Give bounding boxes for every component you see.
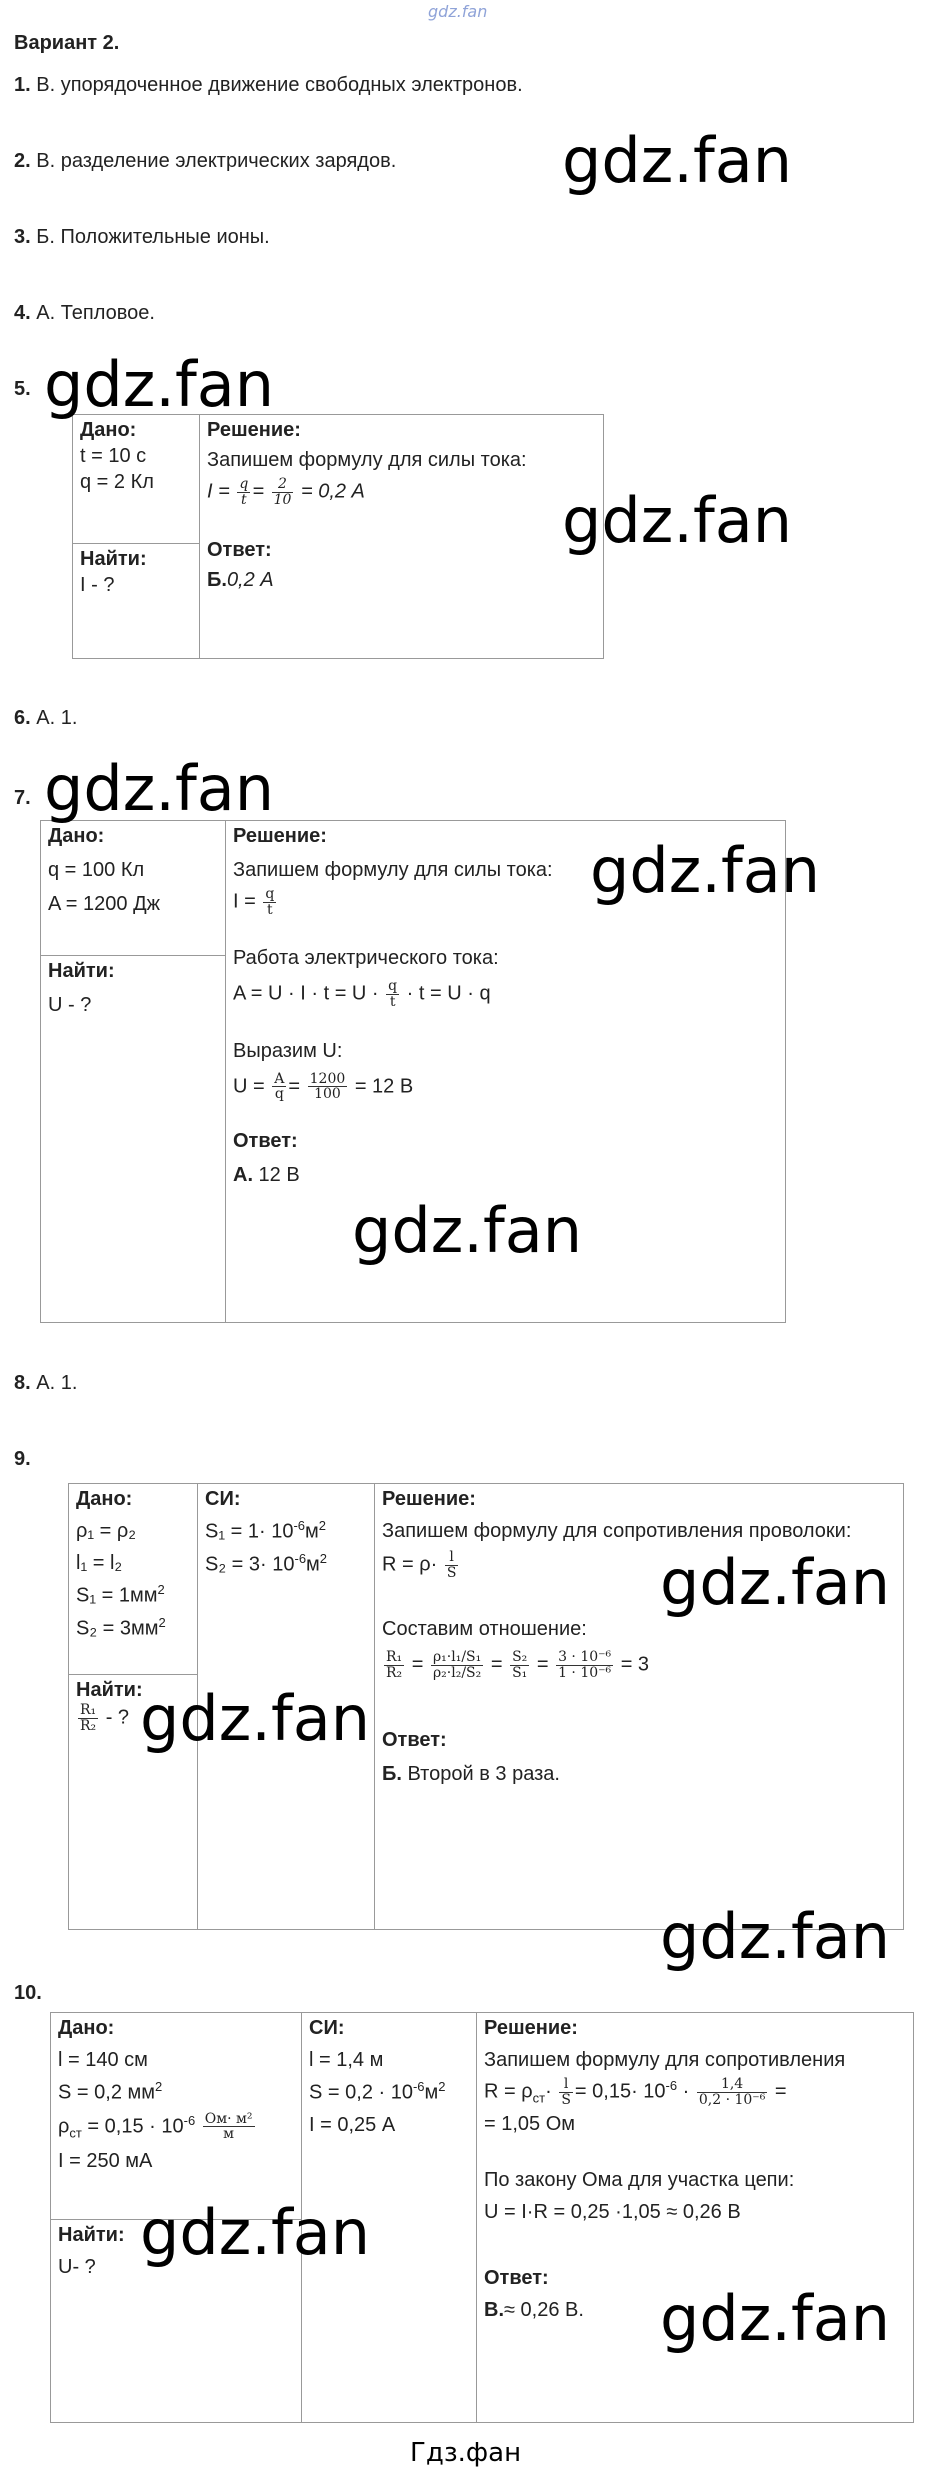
given-item: l₁ = l₂: [76, 1552, 123, 1574]
solution-label: Решение:: [484, 2017, 578, 2039]
find-cell: [73, 544, 200, 659]
given-item: A = 1200 Дж: [48, 893, 161, 915]
numerator: Ом· м²: [204, 2110, 253, 2127]
top-logo: gdz.fan: [428, 2, 488, 21]
watermark: gdz.fan: [352, 1194, 583, 1267]
denominator: 1 · 10⁻⁶: [558, 1665, 612, 1682]
fraction: [386, 979, 399, 1009]
fraction: [556, 1650, 613, 1680]
si-label: СИ:: [309, 2017, 345, 2039]
given-cell: [51, 2013, 302, 2220]
solution-step: По закону Ома для участка цепи:: [484, 2169, 795, 2192]
find-item: U - ?: [48, 994, 92, 1016]
answer-8: [14, 1370, 77, 1396]
given-item: t = 10 с: [80, 445, 147, 467]
watermark: gdz.fan: [562, 124, 793, 197]
fraction: [510, 1650, 529, 1680]
denominator: R₂: [386, 1665, 403, 1682]
numerator: R₁: [386, 1649, 403, 1666]
numerator: ρ₁·l₁/S₁: [432, 1649, 482, 1666]
given-text: S = 0,2 мм: [58, 2081, 155, 2104]
given-cell: [69, 1484, 198, 1675]
answer-text: А. 1.: [30, 707, 78, 729]
watermark: gdz.fan: [660, 1546, 891, 1619]
fraction: [559, 2077, 573, 2107]
answer-5-number: 5.: [14, 378, 31, 400]
answer-label: Ответ:: [233, 1130, 298, 1153]
given-item: l = 140 см: [58, 2049, 148, 2071]
numerator: 1200: [309, 1070, 346, 1087]
watermark: gdz.fan: [590, 834, 821, 907]
formula-part: U =: [233, 1075, 271, 1098]
answer-value: ≈ 0,26 В.: [504, 2299, 584, 2322]
formula-part: A = U · I · t = U ·: [233, 982, 385, 1005]
answer-4: [14, 300, 155, 326]
formula-part: = 0,2 А: [295, 480, 365, 503]
fraction: [263, 887, 276, 917]
fraction: [697, 2077, 767, 2107]
answer-7-number: 7.: [14, 787, 31, 809]
watermark: gdz.fan: [660, 1900, 891, 1973]
given-item: [76, 1582, 190, 1609]
answer-letter: Б.: [382, 1762, 402, 1785]
answer-text: А. Тепловое.: [30, 302, 155, 324]
denominator: S₁: [512, 1665, 528, 1682]
si-item: [205, 1551, 367, 1578]
formula: [484, 2077, 906, 2107]
answer-value: 12 В: [253, 1164, 300, 1187]
si-unit: м: [305, 1520, 319, 1543]
fraction: [203, 2112, 255, 2142]
answer-text: Б. Положительные ионы.: [30, 226, 270, 248]
formula: U = I·R = 0,25 ·1,05 ≈ 0,26 В: [484, 2201, 741, 2224]
fraction: [272, 1072, 286, 1102]
final-answer: [382, 1761, 896, 1787]
answer-1: [14, 72, 523, 98]
fraction: [445, 1550, 459, 1580]
denominator: q: [274, 1086, 284, 1103]
formula-part: ·: [545, 2080, 558, 2103]
find-label: Найти:: [48, 960, 115, 982]
superscript: -6: [294, 1550, 307, 1566]
denominator: 0,2 · 10⁻⁶: [698, 2091, 766, 2108]
denominator: 100: [314, 1086, 341, 1103]
numerator: 3 · 10⁻⁶: [558, 1649, 612, 1666]
superscript: 2: [319, 1550, 328, 1566]
solution-label: Решение:: [233, 825, 327, 847]
answer-letter: В.: [484, 2299, 504, 2322]
si-item: I = 0,25 А: [309, 2113, 396, 2136]
formula-part: = 0,15· 10: [574, 2080, 666, 2103]
si-text: S₂ = 3· 10: [205, 1553, 295, 1576]
watermark: gdz.fan: [660, 2282, 891, 2355]
find-item: U- ?: [58, 2256, 96, 2278]
final-answer: [233, 1162, 778, 1188]
given-text: = 0,15 · 10: [81, 2115, 184, 2138]
superscript: 2: [157, 1582, 165, 1597]
si-text: S = 0,2 · 10: [309, 2081, 413, 2104]
watermark: gdz.fan: [562, 484, 793, 557]
given-item: ρ₁ = ρ₂: [76, 1520, 137, 1542]
given-text: S₂ = 3мм: [76, 1617, 159, 1640]
fraction: [384, 1650, 404, 1680]
solution-label: Решение:: [207, 419, 301, 441]
solution-step: Запишем формулу для сопротивления проволоки:: [382, 1520, 852, 1542]
superscript: -6: [665, 2077, 678, 2093]
answer-text: В. разделение электрических зарядов.: [30, 150, 397, 172]
denominator: м: [223, 2126, 235, 2143]
fraction: [308, 1072, 348, 1102]
find-label: Найти:: [80, 548, 147, 570]
numerator: q: [388, 978, 398, 995]
answer-9-number: 9.: [14, 1448, 31, 1470]
solution-step: Запишем формулу для силы тока:: [233, 859, 553, 881]
superscript: 2: [318, 1518, 327, 1533]
given-text: S₁ = 1мм: [76, 1584, 158, 1607]
si-text: S₁ = 1· 10: [205, 1520, 294, 1543]
watermark: gdz.fan: [140, 1682, 371, 1755]
find-label: Найти:: [76, 1679, 143, 1701]
superscript: -6: [412, 2079, 425, 2094]
fraction: [78, 1703, 98, 1733]
superscript: -6: [183, 2112, 196, 2128]
superscript: 2: [158, 1614, 166, 1630]
given-label: Дано:: [80, 419, 137, 441]
given-cell: [41, 821, 226, 956]
solution-step: Работа электрического тока:: [233, 947, 499, 970]
given-cell: [73, 415, 200, 544]
fraction: [431, 1650, 483, 1680]
given-label: Дано:: [48, 825, 105, 847]
find-label: Найти:: [58, 2224, 125, 2246]
watermark: gdz.fan: [44, 348, 275, 421]
formula-part: R = ρ·: [382, 1553, 443, 1576]
numerator: A: [274, 1070, 285, 1087]
answer-10-number: 10.: [14, 1982, 42, 2004]
formula-part: = 12 В: [349, 1075, 414, 1098]
formula-part: = 3: [615, 1653, 650, 1676]
subscript: ст: [69, 2125, 82, 2141]
footer-text: Гдз.фан: [410, 2438, 522, 2468]
superscript: -6: [293, 1518, 306, 1533]
denominator: t: [267, 901, 273, 918]
denominator: t: [241, 491, 247, 508]
si-item: [309, 2079, 469, 2106]
answer-number: 2.: [14, 150, 31, 172]
solution-step: Составим отношение:: [382, 1618, 587, 1641]
formula-part: I =: [233, 890, 262, 913]
numerator: q: [265, 886, 275, 902]
fraction: [272, 477, 294, 507]
denominator: S: [446, 1564, 457, 1581]
formula-part: =: [288, 1075, 306, 1098]
formula: $\frac{\text{R₁}}{\text{R₂}}$ = $\frac{\text{ρ₁·l₁/S₁}}{\text{ρ₂·l₂/S₂}}$ = $\frac{\text{S₂}}{\text{S₁}}$ = $\frac{\text{3 · 10⁻⁶}}{\text{1 · 10⁻⁶}}$ = 3: [386, 1649, 650, 1682]
answer-number: 8.: [14, 1372, 31, 1394]
find-text: - ?: [100, 1706, 130, 1729]
watermark: gdz.fan: [44, 752, 275, 825]
solution-step: Запишем формулу для силы тока:: [207, 449, 527, 471]
given-label: Дано:: [58, 2017, 115, 2039]
si-item: l = 1,4 м: [309, 2049, 384, 2071]
superscript: 2: [155, 2079, 163, 2094]
page-title: Вариант 2.: [14, 32, 120, 54]
denominator: t: [389, 994, 396, 1011]
denominator: R₂: [80, 1717, 97, 1734]
subscript: ст: [532, 2090, 546, 2106]
formula: [233, 1072, 778, 1102]
watermark: gdz.fan: [140, 2196, 371, 2269]
given-item: q = 2 Кл: [80, 471, 154, 493]
answer-value: 0,2 А: [226, 569, 274, 592]
numerator: R₁: [80, 1702, 97, 1718]
denominator: 10: [273, 491, 292, 508]
given-text: ρ: [58, 2115, 70, 2138]
answer-number: 4.: [14, 302, 31, 324]
formula-part: =: [252, 480, 270, 503]
given-item: [58, 2079, 294, 2106]
numerator: l: [445, 1550, 459, 1566]
superscript: 2: [438, 2079, 446, 2094]
given-label: Дано:: [76, 1488, 133, 1510]
given-item: [76, 1615, 190, 1642]
formula: [207, 477, 596, 507]
solution-cell: [200, 415, 604, 659]
numerator: 1,4: [697, 2077, 767, 2093]
si-label: СИ:: [205, 1488, 241, 1510]
formula: [233, 979, 778, 1009]
answer-letter: А.: [233, 1164, 253, 1187]
formula-part: · t = U · q: [401, 982, 491, 1005]
formula-part: I =: [207, 480, 236, 503]
si-unit: м: [424, 2081, 439, 2104]
numerator: l: [559, 2077, 573, 2093]
answer-number: 3.: [14, 226, 31, 248]
answer-text: В. упорядоченное движение свободных электронов.: [30, 74, 523, 96]
solution-label: Решение:: [382, 1488, 476, 1510]
answer-label: Ответ:: [382, 1728, 447, 1751]
denominator: S: [561, 2091, 571, 2108]
answer-letter: Б.: [207, 569, 227, 592]
answer-2: [14, 148, 396, 174]
given-item: I = 250 мА: [58, 2150, 153, 2173]
formula: = 1,05 Ом: [484, 2113, 576, 2136]
numerator: S₂: [512, 1649, 528, 1666]
si-unit: м: [306, 1553, 320, 1576]
answer-6: [14, 705, 77, 731]
final-answer: [207, 567, 596, 593]
find-item: I - ?: [80, 574, 115, 596]
answer-number: 1.: [14, 74, 31, 96]
find-cell: [41, 956, 226, 1323]
answer-text: А. 1.: [30, 1372, 78, 1394]
given-item: [58, 2112, 294, 2142]
answer-label: Ответ:: [207, 539, 272, 562]
solution-cell: [477, 2013, 914, 2423]
si-item: [205, 1518, 367, 1545]
given-item: q = 100 Кл: [48, 859, 145, 881]
task-5-table: [72, 414, 604, 659]
numerator: q: [239, 476, 249, 492]
fraction: [237, 477, 250, 507]
denominator: ρ₂·l₂/S₂: [432, 1665, 482, 1682]
formula-part: =: [769, 2080, 787, 2103]
formula-part: ·: [677, 2080, 695, 2103]
answer-number: 6.: [14, 707, 31, 729]
numerator: 2: [272, 477, 294, 493]
answer-3: [14, 224, 270, 250]
answer-label: Ответ:: [484, 2267, 549, 2290]
answer-value: Второй в 3 раза.: [401, 1762, 560, 1785]
formula-part: R = ρ: [484, 2080, 533, 2103]
solution-step: Запишем формулу для сопротивления: [484, 2049, 846, 2071]
solution-step: Выразим U:: [233, 1039, 343, 1062]
